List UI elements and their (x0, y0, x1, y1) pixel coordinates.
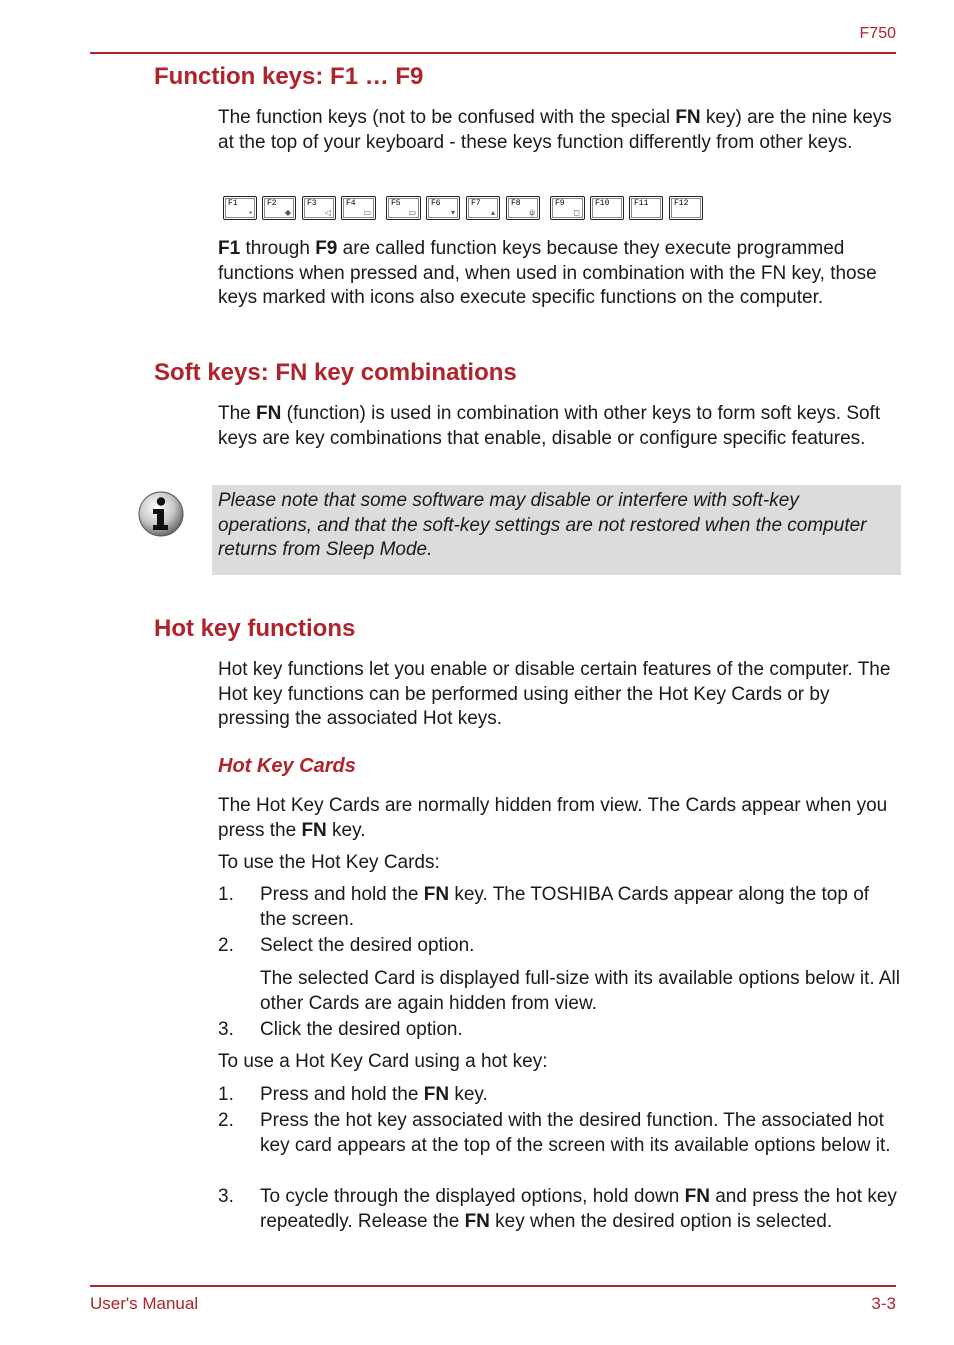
list-item-detail: The selected Card is displayed full-size with its available options below it. All other Cards are again hidden from view. (260, 968, 900, 1014)
soft-keys-body: The FN (function) is used in combination with other keys to form soft keys. Soft keys are key combinations that enable, disable or configure specific features. (218, 403, 881, 449)
lock-icon: ▪ (249, 208, 252, 217)
list-item: 3. To cycle through the displayed options, hold down FN and press the hot key repeatedly. Release the FN key when the desired option is selected. (218, 1186, 897, 1232)
key-f12: F12 (669, 196, 703, 220)
footer-rule (90, 1285, 896, 1287)
section-title-function-keys: Function keys: F1 … F9 (154, 63, 424, 90)
key-f8: F8 ψ (506, 196, 540, 220)
to-use-cards: To use the Hot Key Cards: (218, 852, 440, 873)
brightness-up-icon: ▴ (490, 208, 495, 217)
list-item: 1. Press and hold the FN key. (218, 1084, 488, 1105)
key-f5: F5 ▭ (386, 196, 421, 220)
note-text: Please note that some software may disable or interfere with soft-key operations, and that the soft-key settings are not restored when the computer returns from Sleep Mode. (218, 490, 867, 560)
display-switch-icon: ▭ (408, 208, 416, 217)
key-f4: F4 ▭ (341, 196, 376, 220)
brightness-down-icon: ▾ (450, 208, 455, 217)
subsection-title-hot-key-cards: Hot Key Cards (218, 755, 356, 777)
list-item: 2. Press the hot key associated with the desired function. The associated hot key card appears at the top of the screen with its available options below it. (218, 1110, 891, 1156)
list-item: 1. Press and hold the FN key. The TOSHIBA Cards appear along the top of the screen. (218, 884, 870, 930)
function-key-row (223, 196, 703, 220)
sleep-icon: ◁ (324, 208, 331, 217)
key-f7: F7 ▴ (466, 196, 500, 220)
note-box (212, 485, 901, 575)
hibernate-icon: ▭ (363, 208, 371, 217)
key-f9: F9 ◻ (550, 196, 585, 220)
header-model: F750 (859, 25, 896, 42)
touchpad-icon: ◻ (573, 208, 580, 217)
key-f3: F3 ◁ (302, 196, 336, 220)
wireless-icon: ψ (529, 208, 535, 217)
page-number: 3-3 (871, 1294, 896, 1313)
key-f2: F2 ◆ (262, 196, 296, 220)
function-keys-intro: The function keys (not to be confused with the special FN key) are the nine keys at the top of your keyboard - these keys function differently from other keys. (218, 107, 892, 153)
hot-key-intro: Hot key functions let you enable or disable certain features of the computer. The Hot key functions can be performed using either the Hot Key Cards or by pressing the associated Hot keys. (218, 659, 891, 729)
footer-title: User's Manual (90, 1294, 199, 1313)
hot-key-cards-body: The Hot Key Cards are normally hidden from view. The Cards appear when you press the FN key. (218, 795, 888, 841)
function-keys-body: F1 through F9 are called function keys because they execute programmed functions when pressed and, when used in combination with the FN key, those keys marked with icons also execute specific functions on the computer. (218, 238, 877, 308)
section-title-hot-key: Hot key functions (154, 615, 356, 642)
list-item: 2. Select the desired option. (218, 935, 475, 956)
key-f6: F6 ▾ (426, 196, 460, 220)
key-f10: F10 (590, 196, 624, 220)
section-title-soft-keys: Soft keys: FN key combinations (154, 359, 517, 386)
key-f1: F1 ▪ (223, 196, 257, 220)
list-item: 3. Click the desired option. (218, 1019, 463, 1040)
info-icon (137, 490, 185, 538)
key-f11: F11 (629, 196, 663, 220)
header-rule (90, 52, 896, 54)
power-plan-icon: ◆ (284, 208, 291, 217)
to-use-hot-key: To use a Hot Key Card using a hot key: (218, 1051, 548, 1072)
